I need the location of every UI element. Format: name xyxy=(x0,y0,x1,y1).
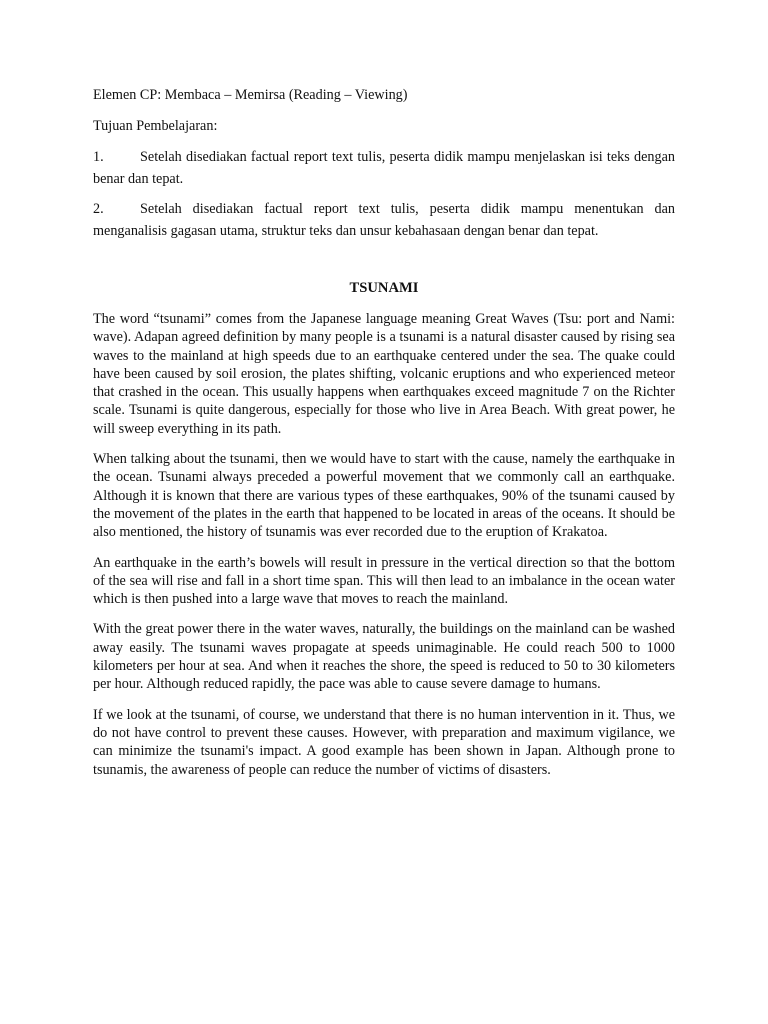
article-paragraph: The word “tsunami” comes from the Japanese language meaning Great Waves (Tsu: port and Nami: wave). Adapan agreed definition by many people is a tsunami is a natural disaster caused by rising sea waves to the mainland at high speeds due to an earthquake centered under the sea. The quake could have been caused by soil erosion, the plates shifting, volcanic eruptions and who experienced meteor that crashed in the ocean. This usually happens when earthquakes exceed magnitude 7 on the Richter scale. Tsunami is quite dangerous, especially for those who live in Area Beach. With great power, he will sweep everything in its path. xyxy=(93,311,675,437)
article-title: TSUNAMI xyxy=(349,280,419,296)
article-paragraph: With the great power there in the water waves, naturally, the buildings on the mainland can be washed away easily. The tsunami waves propagate at speeds unimaginable. He could reach 500 to 1000 kilometers per hour at sea. And when it reaches the shore, the speed is reduced to 50 to 30 kilometers per hour. Although reduced rapidly, the pace was able to cause severe damage to humans. xyxy=(93,621,675,693)
document-page xyxy=(93,86,675,791)
objective-number: 1. xyxy=(93,149,104,165)
objective-number: 2. xyxy=(93,201,104,217)
element-cp-heading: Elemen CP: Membaca – Memirsa (Reading – Viewing) xyxy=(93,87,408,103)
objective-item xyxy=(93,198,675,242)
objectives-heading: Tujuan Pembelajaran: xyxy=(93,118,218,134)
article-paragraph: When talking about the tsunami, then we would have to start with the cause, namely the earthquake in the ocean. Tsunami always preceded a powerful movement that we commonly call an earthquake. Although it is known that there are various types of these earthquakes, 90% of the tsunami caused by the movement of the plates in the earth that happened to be located in areas of the oceans. It should be also mentioned, the history of tsunamis was ever recorded due to the eruption of Krakatoa. xyxy=(93,451,675,541)
article-paragraph: An earthquake in the earth’s bowels will result in pressure in the vertical direction so that the bottom of the sea will rise and fall in a short time span. This will then lead to an imbalance in the ocean water which is then pushed into a large wave that moves to reach the mainland. xyxy=(93,554,675,608)
objective-text: Setelah disediakan factual report text tulis, peserta didik mampu menentukan dan menganalisis gagasan utama, struktur teks dan unsur kebahasaan dengan benar dan tepat. xyxy=(93,201,675,239)
article-paragraph: If we look at the tsunami, of course, we understand that there is no human intervention in it. Thus, we do not have control to prevent these causes. However, with preparation and maximum vigilance, we can minimize the tsunami's impact. A good example has been shown in Japan. Although prone to tsunamis, the awareness of people can reduce the number of victims of disasters. xyxy=(93,706,675,778)
objective-text: Setelah disediakan factual report text tulis, peserta didik mampu menjelaskan isi teks dengan benar dan tepat. xyxy=(93,149,675,187)
objective-item xyxy=(93,146,675,190)
